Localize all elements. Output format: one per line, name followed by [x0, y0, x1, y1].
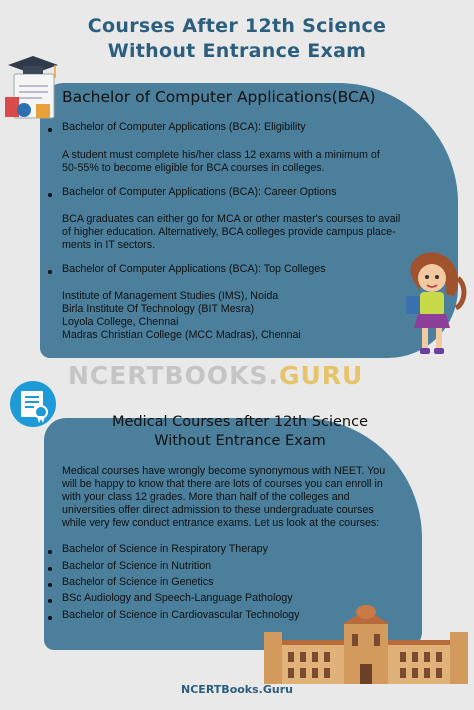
course-item: Bachelor of Science in Cardiovascular Technology: [62, 609, 300, 621]
colleges-heading: Bachelor of Computer Applications (BCA): Top Colleges: [62, 263, 326, 275]
college-item: Birla Institute Of Technology (BIT Mesra): [62, 303, 255, 315]
intro-line: while very few conduct entrance exams. Let us look at the courses:: [62, 517, 380, 529]
career-text-line-1: BCA graduates can either go for MCA or other master's courses to avail: [62, 213, 401, 225]
bullet-dot: [48, 550, 52, 554]
bullet-dot: [48, 270, 52, 274]
watermark-accent: GURU: [278, 361, 364, 390]
bullet-dot: [48, 616, 52, 620]
footer-site: NCERTBooks.Guru: [181, 683, 293, 696]
intro-line: universities offer direct admission to these undergraduate courses: [62, 504, 374, 516]
medical-section-title: [80, 413, 400, 451]
university-building-illustration: [264, 604, 468, 684]
bca-section-title: Bachelor of Computer Applications(BCA): [62, 88, 376, 106]
bullet-dot: [48, 599, 52, 603]
bullet-dot: [48, 193, 52, 197]
bullet-dot: [48, 583, 52, 587]
course-item: BSc Audiology and Speech-Language Pathology: [62, 592, 293, 604]
course-item: Bachelor of Science in Nutrition: [62, 560, 212, 572]
course-item: Bachelor of Science in Genetics: [62, 576, 214, 588]
career-heading: Bachelor of Computer Applications (BCA): Career Options: [62, 186, 337, 198]
eligibility-text-line-2: 50-55% to become eligible for BCA courses in colleges.: [62, 162, 325, 174]
watermark-main: NCERTBOOKS.: [68, 361, 279, 390]
title-line-2: Without Entrance Exam: [107, 40, 367, 62]
intro-line: with your class 12 grades. More than half of the colleges and: [62, 491, 350, 503]
career-text-line-2: of higher education. Alternatively, BCA colleges provide campus place-: [62, 226, 396, 238]
course-item: Bachelor of Science in Respiratory Therapy: [62, 543, 268, 555]
medical-title-line-1: Medical Courses after 12th Science: [111, 414, 368, 430]
career-text-line-3: ments in IT sectors.: [62, 239, 156, 251]
bullet-dot: [48, 128, 52, 132]
medical-title-line-2: Without Entrance Exam: [154, 433, 326, 449]
bullet-dot: [48, 567, 52, 571]
graduation-cap-icon: [2, 52, 64, 124]
certificate-icon: [10, 381, 56, 427]
title-line-1: Courses After 12th Science: [87, 15, 387, 37]
watermark: [68, 361, 363, 390]
college-item: Institute of Management Studies (IMS), Noida: [62, 290, 279, 302]
page-title: [0, 14, 474, 64]
student-girl-illustration: [398, 248, 470, 360]
eligibility-text-line-1: A student must complete his/her class 12 exams with a minimum of: [62, 149, 380, 161]
intro-line: will be happy to know that there are lots of courses you can enroll in: [62, 478, 383, 490]
eligibility-heading: Bachelor of Computer Applications (BCA): Eligibility: [62, 121, 306, 133]
college-item: Loyola College, Chennai: [62, 316, 179, 328]
intro-line: Medical courses have wrongly become synonymous with NEET. You: [62, 465, 386, 477]
college-item: Madras Christian College (MCC Madras), Chennai: [62, 329, 301, 341]
